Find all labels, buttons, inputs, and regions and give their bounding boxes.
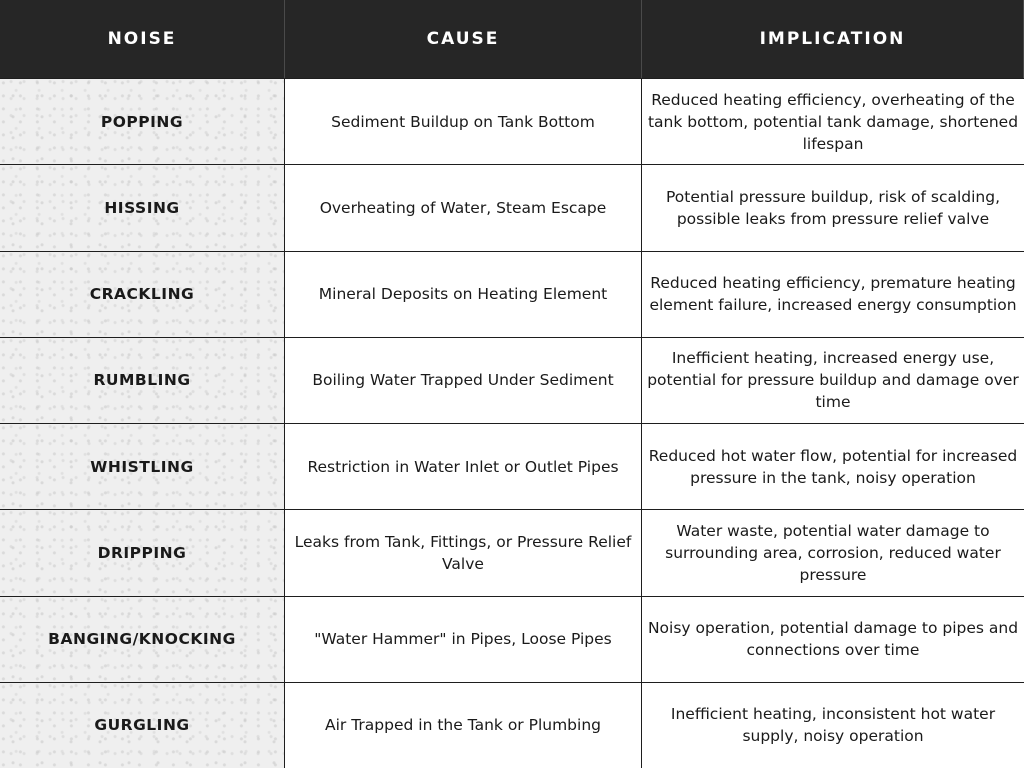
row-implication: Reduced hot water flow, potential for increased pressure in the tank, noisy operation (642, 423, 1024, 509)
row-implication: Reduced heating efficiency, premature heating element failure, increased energy consumption (642, 251, 1024, 337)
row-noise: HISSING (0, 164, 285, 250)
row-cause: Boiling Water Trapped Under Sediment (285, 337, 642, 423)
row-cause: Overheating of Water, Steam Escape (285, 164, 642, 250)
row-implication: Water waste, potential water damage to surrounding area, corrosion, reduced water pressure (642, 509, 1024, 595)
row-implication: Inefficient heating, inconsistent hot water supply, noisy operation (642, 682, 1024, 768)
row-noise: DRIPPING (0, 509, 285, 595)
header-noise: NOISE (0, 0, 285, 78)
row-implication: Potential pressure buildup, risk of scalding, possible leaks from pressure relief valve (642, 164, 1024, 250)
row-implication: Noisy operation, potential damage to pipes and connections over time (642, 596, 1024, 682)
row-noise: WHISTLING (0, 423, 285, 509)
row-noise: RUMBLING (0, 337, 285, 423)
row-cause: "Water Hammer" in Pipes, Loose Pipes (285, 596, 642, 682)
row-noise: CRACKLING (0, 251, 285, 337)
header-cause: CAUSE (285, 0, 642, 78)
row-implication: Reduced heating efficiency, overheating of the tank bottom, potential tank damage, shortened lifespan (642, 78, 1024, 164)
row-cause: Sediment Buildup on Tank Bottom (285, 78, 642, 164)
row-cause: Mineral Deposits on Heating Element (285, 251, 642, 337)
row-cause: Restriction in Water Inlet or Outlet Pipes (285, 423, 642, 509)
header-implication: IMPLICATION (642, 0, 1024, 78)
row-noise: POPPING (0, 78, 285, 164)
row-implication: Inefficient heating, increased energy use, potential for pressure buildup and damage over time (642, 337, 1024, 423)
row-noise: GURGLING (0, 682, 285, 768)
row-noise: BANGING/KNOCKING (0, 596, 285, 682)
row-cause: Leaks from Tank, Fittings, or Pressure Relief Valve (285, 509, 642, 595)
row-cause: Air Trapped in the Tank or Plumbing (285, 682, 642, 768)
